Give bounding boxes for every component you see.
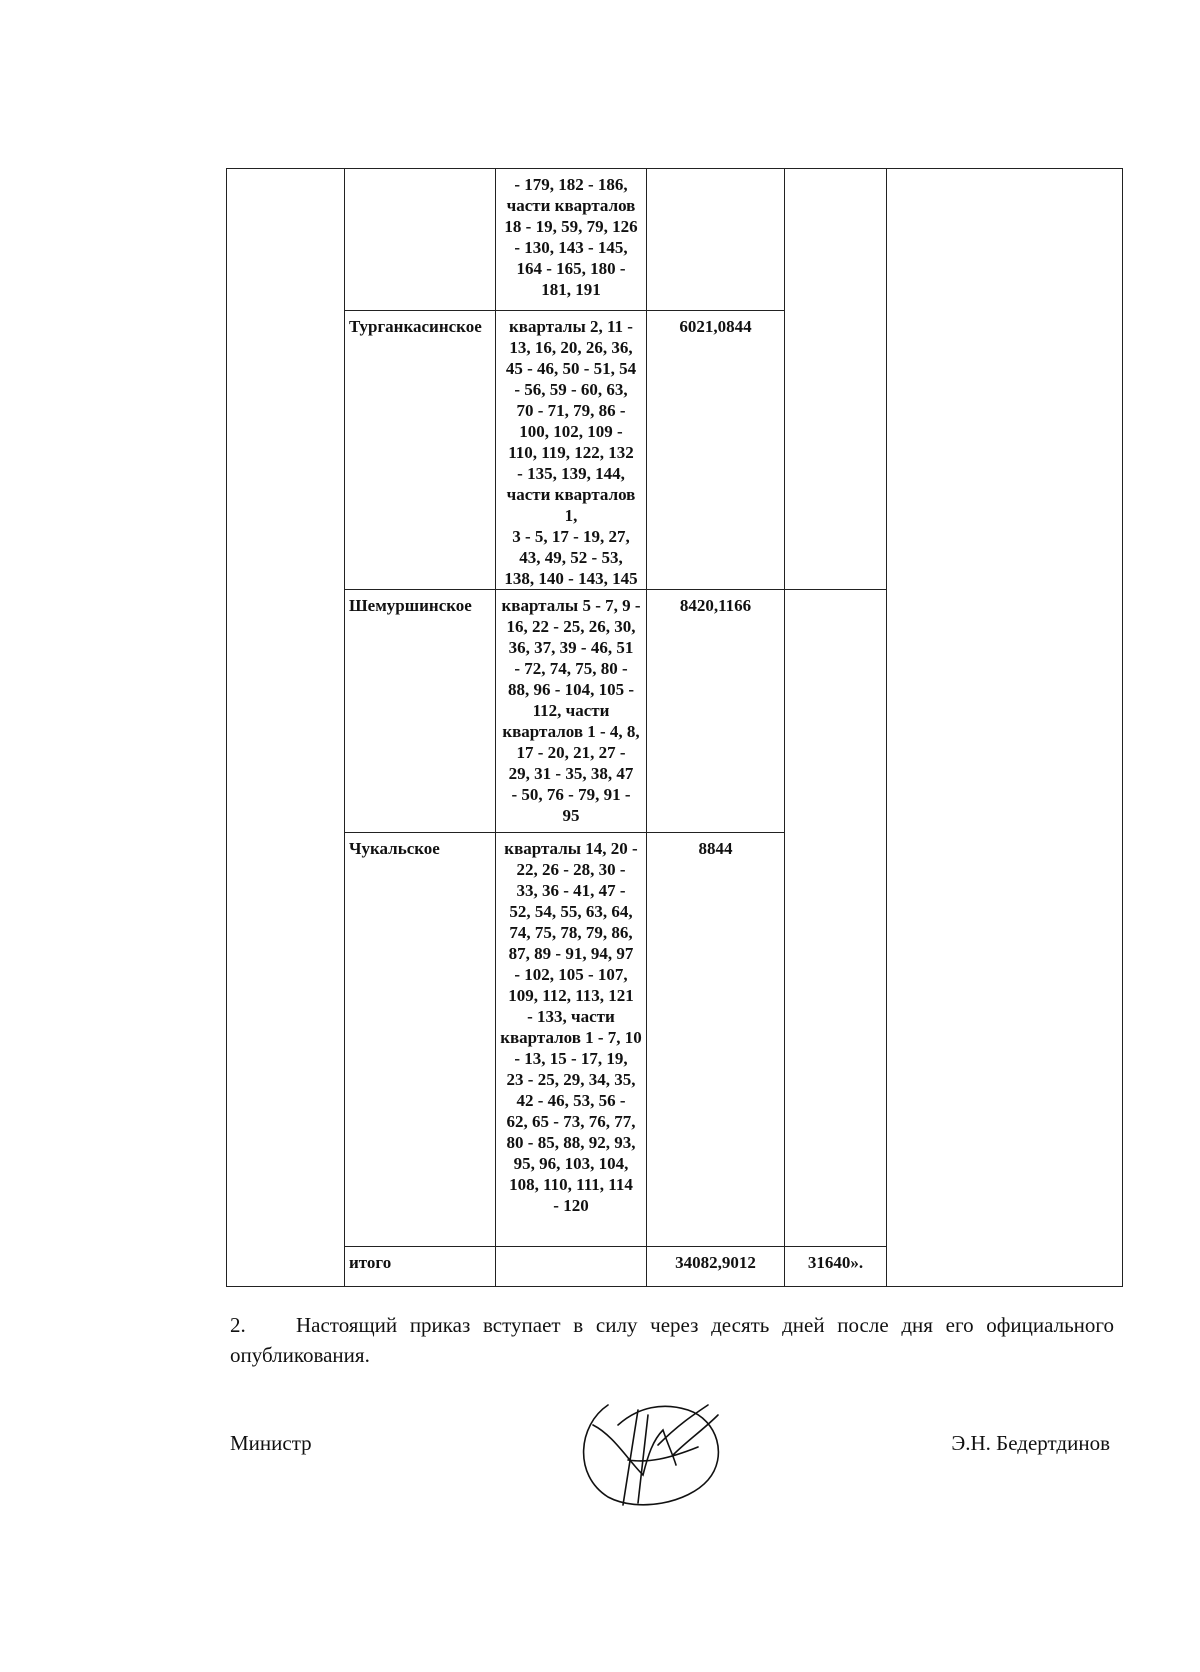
total-value: 31640». — [785, 1247, 887, 1287]
quarters-cell: - 179, 182 - 186, части кварталов 18 - 19, 59, 79, 126 - 130, 143 - 145, 164 - 165, 180 - 181, 191 — [496, 169, 647, 311]
forestry-table — [226, 168, 1123, 1287]
quarters-cell: кварталы 2, 11 - 13, 16, 20, 26, 36, 45 - 46, 50 - 51, 54 - 56, 59 - 60, 63, 70 - 71, 79, 86 - 100, 102, 109 - 110, 119, 122, 132 - 135, 139, 144, части кварталов 1, 3 - 5, 17 - 19, 27, 43, 49, 52 - 53, 138, 140 - 143, 145 — [496, 311, 647, 590]
empty-cell-col1 — [227, 169, 345, 1287]
district-name-cell — [345, 169, 496, 311]
area-cell — [647, 169, 785, 311]
signer-position: Министр — [230, 1431, 312, 1455]
paragraph-text: Настоящий приказ вступает в силу через десять дней после дня его официального опубликования. — [230, 1313, 1114, 1367]
quarters-cell: кварталы 14, 20 - 22, 26 - 28, 30 - 33, 36 - 41, 47 - 52, 54, 55, 63, 64, 74, 75, 78, 79, 86, 87, 89 - 91, 94, 97 - 102, 105 - 107, 109, 112, 113, 121 - 133, части кварталов 1 - 7, 10 - 13, 15 - 17, 19, 23 - 25, 29, 34, 35, 42 - 46, 53, 56 - 62, 65 - 73, 76, 77, 80 - 85, 88, 92, 93, 95, 96, 103, 104, 108, 110, 111, 114 - 120 — [496, 833, 647, 1247]
district-name-cell: Чукальское — [345, 833, 496, 1247]
area-cell: 8844 — [647, 833, 785, 1247]
area-cell: 8420,1166 — [647, 590, 785, 833]
district-name-cell: Турганкасинское — [345, 311, 496, 590]
order-paragraph — [230, 1310, 1114, 1370]
total-area: 34082,9012 — [647, 1247, 785, 1287]
table-row — [227, 169, 1123, 311]
empty-cell-col5 — [785, 590, 887, 1247]
paragraph-number: 2. — [230, 1313, 246, 1337]
signer-name: Э.Н. Бедертдинов — [951, 1431, 1110, 1455]
area-cell: 6021,0844 — [647, 311, 785, 590]
empty-cell-col6 — [887, 169, 1123, 1287]
total-quarters-cell — [496, 1247, 647, 1287]
quarters-cell: кварталы 5 - 7, 9 - 16, 22 - 25, 26, 30, 36, 37, 39 - 46, 51 - 72, 74, 75, 80 - 88, 96 - 104, 105 - 112, части кварталов 1 - 4, 8, 17 - 20, 21, 27 - 29, 31 - 35, 38, 47 - 50, 76 - 79, 91 - 95 — [496, 590, 647, 833]
empty-cell-col5 — [785, 169, 887, 590]
total-label: итого — [345, 1247, 496, 1287]
signature-image — [568, 1385, 738, 1515]
district-name-cell: Шемуршинское — [345, 590, 496, 833]
